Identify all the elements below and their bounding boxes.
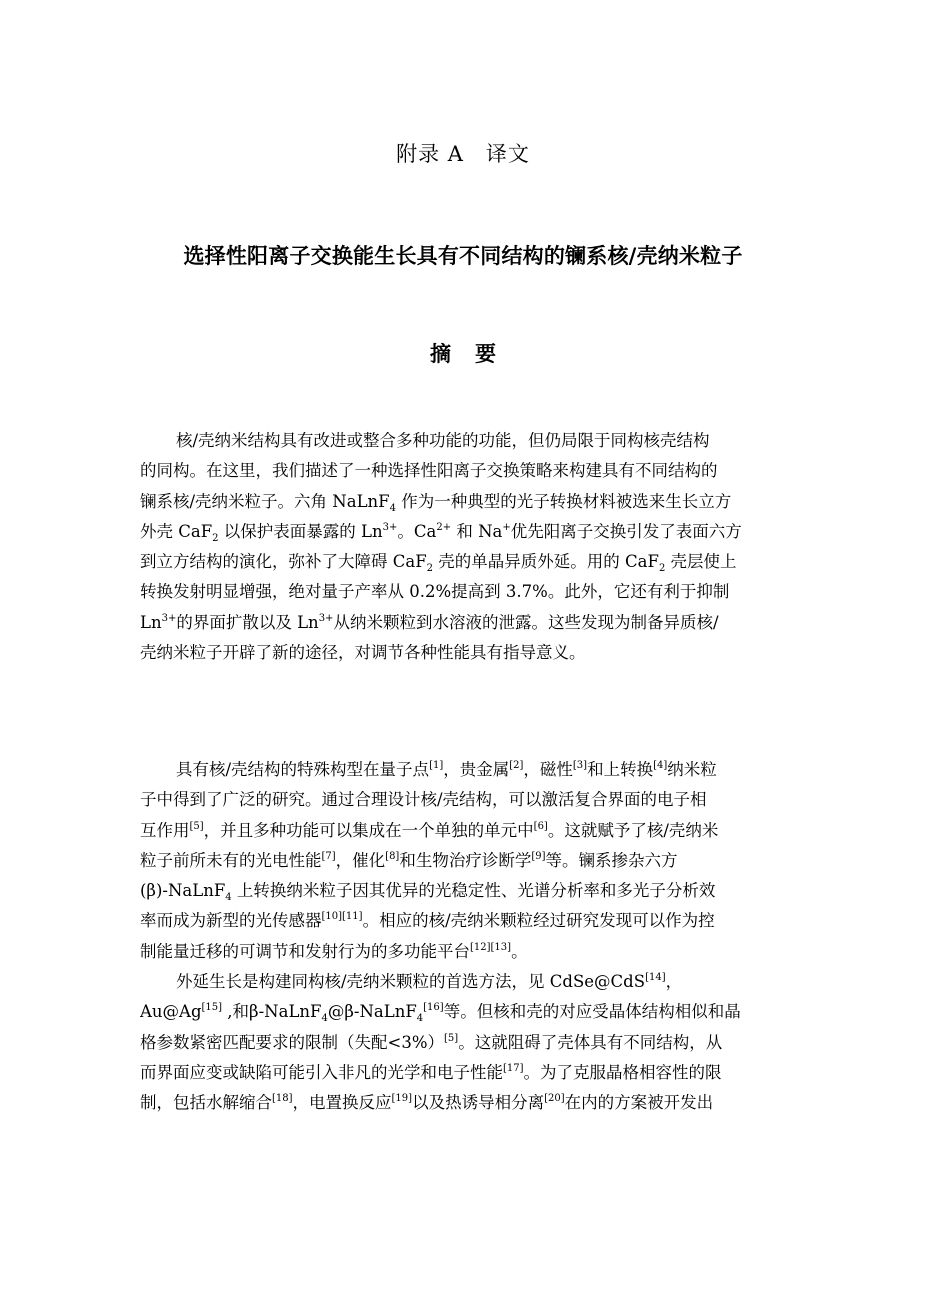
text-run: 核/壳纳米结构具有改进或整合多种功能的功能，但仍局限于同构核壳结构 xyxy=(176,431,710,450)
subscript: 4 xyxy=(321,1013,328,1025)
text-run: 。相应的核/壳纳米颗粒经过研究发现可以作为控 xyxy=(362,911,715,931)
citation: [7] xyxy=(321,850,336,862)
superscript: 3+ xyxy=(318,612,334,624)
intro-line xyxy=(140,1088,788,1118)
intro-line xyxy=(140,816,788,846)
text-run: 格参数紧密匹配要求的限制（失配<3%） xyxy=(140,1032,445,1052)
abstract-line xyxy=(140,426,788,456)
intro-line xyxy=(140,876,788,906)
citation: [20] xyxy=(544,1093,565,1105)
text-run: 制能量迁移的可调节和发射行为的多功能平台 xyxy=(140,941,470,961)
text-run: 从纳米颗粒到水溶液的泄露。这些发现为制备异质核/ xyxy=(333,612,719,632)
abstract-heading-char2: 要 xyxy=(475,342,496,366)
text-run: 制，包括水解缩合 xyxy=(140,1093,272,1113)
citation: [4] xyxy=(653,760,668,771)
intro-line xyxy=(140,846,788,876)
text-run: 镧系核/壳纳米粒子。六角 NaLnF xyxy=(140,491,390,511)
text-run: @β-NaLnF xyxy=(327,1002,417,1022)
superscript: 3+ xyxy=(161,612,177,624)
text-run: 。这就赋予了核/壳纳米 xyxy=(547,820,719,840)
text-run: 粒子前所未有的光电性能 xyxy=(140,850,322,870)
superscript: + xyxy=(502,521,511,533)
intro-line xyxy=(140,937,788,967)
text-run: ，磁性 xyxy=(523,760,573,779)
abstract-line xyxy=(140,638,788,668)
text-run: 。Ca xyxy=(397,521,437,541)
text-run: 互作用 xyxy=(140,820,190,840)
abstract-line xyxy=(140,547,788,577)
intro-line xyxy=(140,967,788,997)
text-run: 壳层使上 xyxy=(665,552,737,572)
citation: [13] xyxy=(490,941,512,953)
text-run: 到立方结构的演化，弥补了大障碍 CaF xyxy=(140,552,427,572)
text-run: 外延生长是构建同构核/壳纳米颗粒的首选方法，见 CdSe@CdS xyxy=(176,972,646,992)
subscript: 2 xyxy=(426,563,434,575)
text-run: 外壳 CaF xyxy=(140,521,213,541)
appendix-label: 附录 A xyxy=(396,142,464,166)
citation: [5] xyxy=(444,1032,459,1044)
abstract-line xyxy=(140,577,788,607)
text-run: 上转换纳米粒子因其优异的光稳定性、光谱分析率和多光子分析效 xyxy=(231,881,716,901)
citation: [10] xyxy=(321,911,343,923)
citation: [14] xyxy=(645,972,666,984)
citation: [15] xyxy=(201,1002,223,1014)
intro-line xyxy=(140,997,788,1027)
text-run: 优先阳离子交换引发了表面六方 xyxy=(510,521,742,541)
text-run: ,和β-NaLnF xyxy=(222,1002,322,1022)
citation: [11] xyxy=(342,911,363,923)
text-run: 以及热诱导相分离 xyxy=(412,1093,545,1113)
text-run: 。为了克服晶格相容性的限 xyxy=(523,1062,722,1082)
text-run: 等。但核和壳的对应受晶体结构相似和晶 xyxy=(443,1002,741,1022)
text-run: ，催化 xyxy=(335,850,386,870)
text-run: 的同构。在这里，我们描述了一种选择性阳离子交换策略来构建具有不同结构的 xyxy=(140,461,718,481)
text-run: 。 xyxy=(511,941,528,961)
text-run: ， xyxy=(665,972,683,992)
citation: [5] xyxy=(189,820,204,832)
text-run: 具有核/壳结构的特殊构型在量子点 xyxy=(176,760,430,779)
intro-line xyxy=(140,755,788,785)
abstract-heading-char1: 摘 xyxy=(430,342,451,366)
intro-line xyxy=(140,906,788,936)
abstract-line xyxy=(140,456,788,486)
intro-line xyxy=(140,785,788,815)
text-run: 和上转换 xyxy=(587,760,654,779)
subscript: 4 xyxy=(389,502,396,514)
text-run: ，电置换反应 xyxy=(292,1093,392,1113)
citation: [18] xyxy=(272,1093,293,1105)
subscript: 4 xyxy=(416,1013,424,1025)
text-run: 。这就阻碍了壳体具有不同结构，从 xyxy=(458,1032,723,1052)
citation: [2] xyxy=(509,760,524,771)
superscript: 2+ xyxy=(436,521,452,533)
text-run: 的界面扩散以及 Ln xyxy=(176,612,319,632)
text-run: 壳的单晶异质外延。用的 CaF xyxy=(433,552,659,572)
abstract-heading xyxy=(0,338,926,368)
intro-line xyxy=(140,1028,788,1058)
text-run: (β)-NaLnF xyxy=(140,881,226,901)
abstract-line xyxy=(140,608,788,638)
text-run: 子中得到了广泛的研究。通过合理设计核/壳结构，可以激活复合界面的电子相 xyxy=(140,790,707,810)
text-run: 壳纳米粒子开辟了新的途径，对调节各种性能具有指导意义。 xyxy=(140,643,586,663)
citation: [1] xyxy=(429,760,444,771)
abstract-line xyxy=(140,487,788,517)
subscript: 2 xyxy=(212,532,219,544)
text-run: ，贵金属 xyxy=(443,760,510,779)
text-run: 而界面应变或缺陷可能引入非凡的光学和电子性能 xyxy=(140,1062,503,1082)
citation: [9] xyxy=(531,850,546,862)
citation: [8] xyxy=(385,850,400,862)
citation: [3] xyxy=(572,760,588,771)
text-run: 和生物治疗诊断学 xyxy=(399,850,532,870)
text-run: 率而成为新型的光传感器 xyxy=(140,911,322,931)
text-run: Au@Ag xyxy=(140,1002,202,1022)
superscript: 3+ xyxy=(382,521,398,533)
abstract-line xyxy=(140,517,788,547)
text-run: 和 Na xyxy=(451,521,503,541)
citation: [17] xyxy=(503,1062,524,1074)
text-run: 以保护表面暴露的 Ln xyxy=(218,521,383,541)
appendix-word: 译文 xyxy=(485,142,530,166)
abstract-body xyxy=(140,426,788,668)
text-run: 等。镧系掺杂六方 xyxy=(545,850,678,870)
text-run: Ln xyxy=(140,612,162,632)
intro-line xyxy=(140,1058,788,1088)
intro-body xyxy=(140,755,788,1119)
text-run: ，并且多种功能可以集成在一个单独的单元中 xyxy=(203,820,534,840)
citation: [16] xyxy=(423,1002,444,1014)
citation: [19] xyxy=(391,1093,413,1105)
text-run: 纳米粒 xyxy=(667,760,717,779)
appendix-title xyxy=(0,138,926,168)
citation: [6] xyxy=(533,820,548,832)
subscript: 4 xyxy=(225,892,232,904)
text-run: 转换发射明显增强，绝对量子产率从 0.2%提高到 3.7%。此外，它还有利于抑制 xyxy=(140,582,730,602)
text-run: 在内的方案被开发出 xyxy=(564,1093,714,1113)
citation: [12] xyxy=(470,941,491,953)
paper-title: 选择性阳离子交换能生长具有不同结构的镧系核/壳纳米粒子 xyxy=(183,244,743,268)
subscript: 2 xyxy=(658,563,666,575)
text-run: 作为一种典型的光子转换材料被选来生长立方 xyxy=(396,491,732,511)
